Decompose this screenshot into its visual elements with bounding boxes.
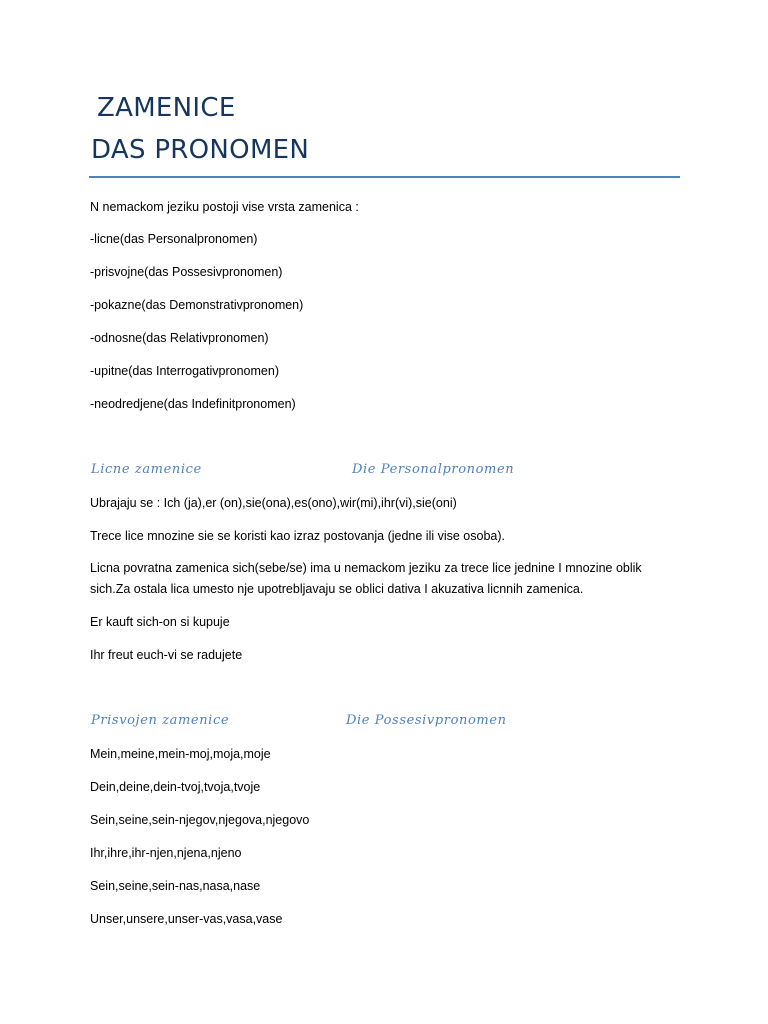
- pronoun-type-item: -upitne(das Interrogativpronomen): [90, 364, 279, 378]
- section2-heading-left: Prisvojen zamenice: [91, 713, 230, 728]
- pronoun-type-item: -odnosne(das Relativpronomen): [90, 331, 269, 345]
- section1-paragraph: Ubrajaju se : Ich (ja),er (on),sie(ona),es(ono),wir(mi),ihr(vi),sie(oni): [90, 496, 457, 510]
- possessive-line: Unser,unsere,unser-vas,vasa,vase: [90, 912, 283, 926]
- pronoun-type-item: -pokazne(das Demonstrativpronomen): [90, 298, 304, 312]
- section1-example: Er kauft sich-on si kupuje: [90, 615, 230, 629]
- section1-example: Ihr freut euch-vi se radujete: [90, 648, 243, 662]
- title-divider: [89, 176, 680, 178]
- title-line-2: DAS PRONOMEN: [91, 135, 310, 165]
- intro-text: N nemackom jeziku postoji vise vrsta zamenica :: [90, 200, 359, 214]
- possessive-line: Ihr,ihre,ihr-njen,njena,njeno: [90, 846, 242, 860]
- possessive-line: Sein,seine,sein-nas,nasa,nase: [90, 879, 261, 893]
- pronoun-type-item: -licne(das Personalpronomen): [90, 232, 258, 246]
- section1-paragraph: sich.Za ostala lica umesto nje upotrebljavaju se oblici dativa I akuzativa licnnih zamenica.: [90, 582, 584, 596]
- title-line-1: ZAMENICE: [97, 93, 236, 123]
- pronoun-type-item: -neodredjene(das Indefinitpronomen): [90, 397, 296, 411]
- section1-paragraph: Licna povratna zamenica sich(sebe/se) ima u nemackom jeziku za trece lice jednine I mnozine oblik: [90, 561, 642, 575]
- section2-heading-right: Die Possesivpronomen: [346, 713, 507, 728]
- possessive-line: Mein,meine,mein-moj,moja,moje: [90, 747, 271, 761]
- section1-heading-left: Licne zamenice: [91, 462, 202, 477]
- possessive-line: Dein,deine,dein-tvoj,tvoja,tvoje: [90, 780, 261, 794]
- pronoun-type-item: -prisvojne(das Possesivpronomen): [90, 265, 283, 279]
- section1-paragraph: Trece lice mnozine sie se koristi kao izraz postovanja (jedne ili vise osoba).: [90, 529, 505, 543]
- section1-heading-right: Die Personalpronomen: [352, 462, 515, 477]
- possessive-line: Sein,seine,sein-njegov,njegova,njegovo: [90, 813, 310, 827]
